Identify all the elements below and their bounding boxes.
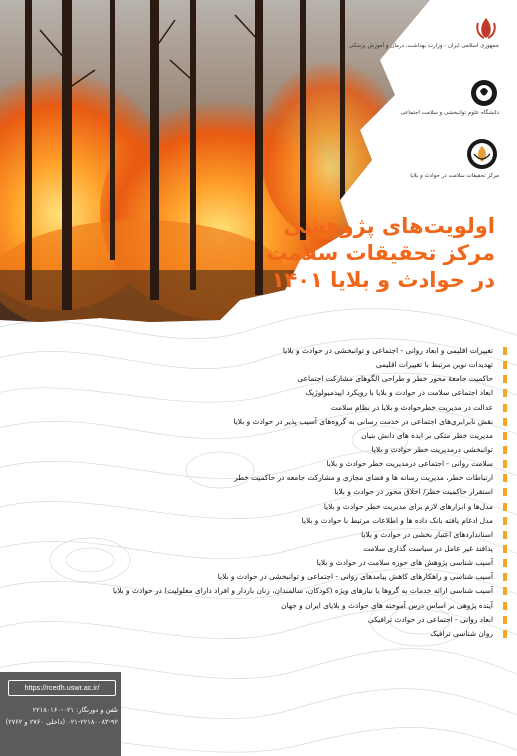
bullet-marker [503,587,507,595]
list-item: مدیریت خطر متکی بر ایده های دانش بنیان [17,429,507,443]
list-item: پدافند غیر عامل در سیاست گذاری سلامت [17,542,507,556]
bullet-marker [503,545,507,553]
bullet-marker [503,517,507,525]
list-item: نقش نابرابری‌های اجتماعی در خدمت رسانی به گروه‌های آسیب پذیر در حوادث و بلایا [17,415,507,429]
bullet-marker [503,616,507,624]
priorities-list [17,344,507,641]
poster-title [266,213,495,294]
university-logo-icon [469,78,499,108]
iran-emblem-icon [473,15,499,41]
logo-caption: دانشگاه علوم توانبخشی و سلامت اجتماعی [400,110,499,116]
bullet-marker [503,404,507,412]
list-item: ابعاد روانی - اجتماعی در حوادث ترافیکی [17,613,507,627]
phone-line-2: ۰۲۱-۲۲۱۸۰۰۸۳-۹۲ (داخلی ۲۷۶۰ و ۲۷۶۲) [5,718,118,726]
university-logo [401,78,499,116]
phone-line-1: تلفن و دورنگار: ۰۲۱-۲۲۱۸۰۱۶۰ [32,706,118,714]
list-item: آسیب شناسی ارائه خدمات به گروها یا نیازهای ویژه (کودکان، سالمندان، زنان باردار و افراد دارای معلولیت) در حوادث و بلایا [17,584,507,598]
research-center-logo [410,137,499,179]
list-item: تغییرات اقلیمی و ابعاد روانی - اجتماعی و توانبخشی در حوادث و بلایا [17,344,507,358]
list-item: استانداردهای اعتبار بخشی در حوادث و بلایا [17,528,507,542]
bullet-marker [503,389,507,397]
list-item: آسیب شناسی و راهکارهای کاهش پیامدهای روانی - اجتماعی و توانبخشی در حوادث و بلایا [17,570,507,584]
logo-caption: مرکز تحقیقات سلامت در حوادث و بلایا [410,173,499,179]
bullet-marker [503,347,507,355]
list-item: حاکمیت جامعۀ محور خطر و طراحی الگوهای مشارکت اجتماعی [17,372,507,386]
bullet-marker [503,460,507,468]
bullet-marker [503,531,507,539]
bullet-marker [503,503,507,511]
title-line-2: مرکز تحقیقات سلامت [266,241,495,265]
list-item: آسیب شناسی پژوهش های حوزه سلامت در حوادث و بلایا [17,556,507,570]
bullet-marker [503,375,507,383]
research-center-logo-icon [465,137,499,171]
bullet-marker [503,432,507,440]
contact-info [5,704,118,728]
list-item: تهدیدات نوین مرتبط با تغییرات اقلیمی [17,358,507,372]
list-item: آینده پژوهی بر اساس درس آموخته های حوادث و بلایای ایران و جهان [17,599,507,613]
list-item: استقرار حاکمیت خطر/ اخلاق محور در حوادث و بلایا [17,485,507,499]
title-line-1: اولویت‌های پژوهشی [283,214,495,238]
logo-caption: جمهوری اسلامی ایران - وزارت بهداشت، درمان و آموزش پزشکی [348,43,499,49]
bullet-marker [503,446,507,454]
bullet-marker [503,602,507,610]
list-item: ارتباطات خطر، مدیریت رسانه ها و فضای مجازی و مشارکت جامعه در حاکمیت خطر [17,471,507,485]
bullet-marker [503,573,507,581]
bullet-marker [503,474,507,482]
list-item: توانبخشی درمدیریت خطر حوادث و بلایا [17,443,507,457]
bullet-marker [503,418,507,426]
bullet-marker [503,488,507,496]
bullet-marker [503,559,507,567]
title-line-3: در حوادث و بلایا ۱۴۰۱ [271,268,495,292]
list-item: مدل ادغام یافته بانک داده ها و اطلاعات مرتبط با حوادث و بلایا [17,514,507,528]
website-link[interactable]: https://rcedh.uswr.ac.ir/ [8,680,116,696]
bullet-marker [503,630,507,638]
list-item: روان شناسی ترافیک [17,627,507,641]
list-item: ابعاد اجتماعی سلامت در حوادث و بلایا با رویکرد اپیدمیولوژیک [17,386,507,400]
list-item: مدل‌ها و ابزارهای لازم برای مدیریت خطر حوادث و بلایا [17,500,507,514]
list-item: عدالت در مدیریت خطرحوادث و بلایا در نظام سلامت [17,401,507,415]
list-item: سلامت روانی - اجتماعی درمدیریت خطر حوادث و بلایا [17,457,507,471]
bullet-marker [503,361,507,369]
iran-emblem-logo [349,15,499,49]
